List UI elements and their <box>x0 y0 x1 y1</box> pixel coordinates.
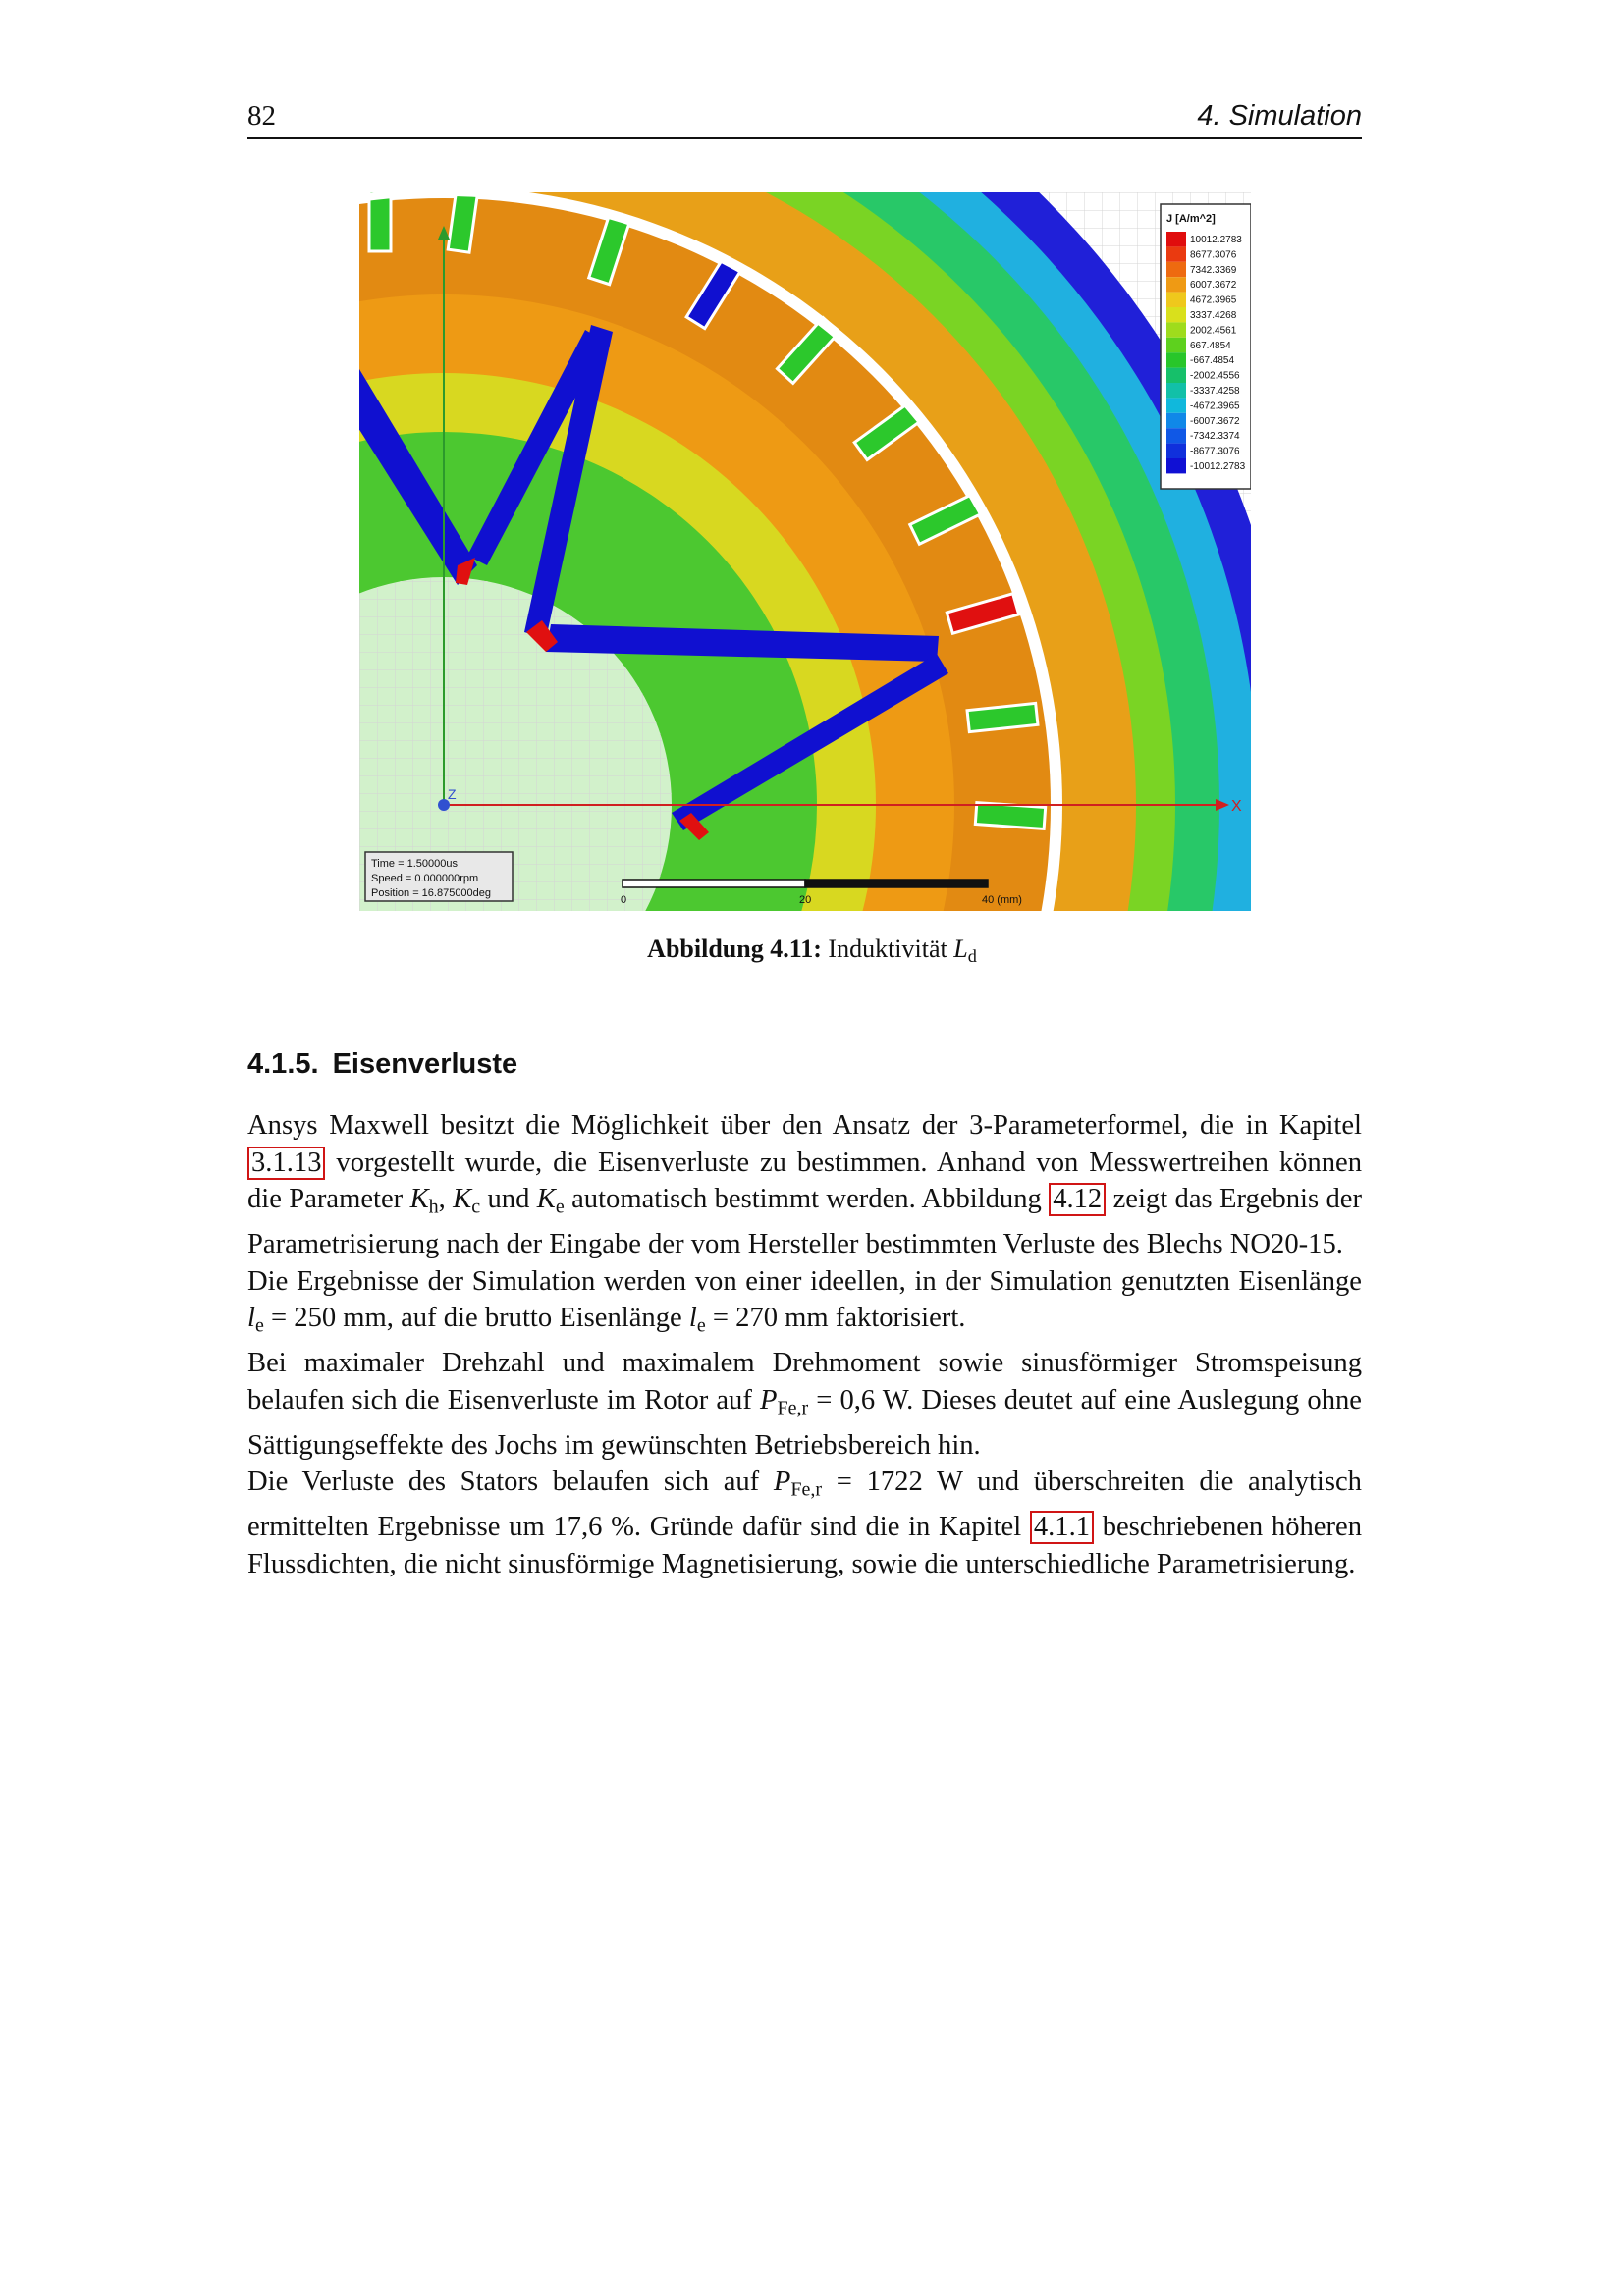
machine-cross-section <box>359 192 1251 911</box>
legend-swatch <box>1166 322 1186 337</box>
legend-swatch <box>1166 338 1186 352</box>
subscript: Fe,r <box>777 1397 809 1419</box>
legend-swatch <box>1166 428 1186 443</box>
legend-label: -667.4854 <box>1190 355 1235 367</box>
legend-label: -10012.2783 <box>1190 461 1246 472</box>
symbol-P: P <box>773 1467 791 1498</box>
legend-label: 7342.3369 <box>1190 264 1237 276</box>
symbol-l: l <box>247 1303 255 1334</box>
symbol-K: K <box>536 1184 556 1214</box>
legend-label: 667.4854 <box>1190 340 1231 351</box>
text-run: = 250 mm, auf die brutto Eisenlänge <box>263 1303 689 1334</box>
legend-label: 8677.3076 <box>1190 249 1237 261</box>
text-run: Die Ergebnisse der Simulation werden von einer ideellen, in der Simulation genutzten Eisenlänge <box>247 1265 1362 1297</box>
subscript: Fe,r <box>790 1478 823 1501</box>
legend-label: 4672.3965 <box>1190 294 1237 306</box>
page-header <box>247 98 1362 139</box>
body-text <box>247 1107 1362 1582</box>
reference-link-4-1-1[interactable]: 4.1.1 <box>1030 1511 1094 1544</box>
legend-swatch <box>1166 246 1186 261</box>
text-run: Ansys Maxwell besitzt die Möglichkeit über den Ansatz der 3-Parameterformel, die in Kapitel <box>247 1110 1362 1141</box>
subscript: e <box>696 1314 706 1337</box>
scale-label-40: 40 (mm) <box>982 894 1022 906</box>
legend-label: 10012.2783 <box>1190 235 1242 245</box>
legend-title: J [A/m^2] <box>1166 213 1216 225</box>
legend-swatch <box>1166 383 1186 398</box>
legend-swatch <box>1166 444 1186 458</box>
legend-label: -8677.3076 <box>1190 446 1240 457</box>
caption-text: Induktivität <box>828 934 947 963</box>
legend-label: -7342.3374 <box>1190 431 1240 443</box>
caption-subscript: d <box>967 946 977 967</box>
reference-link-3-1-13[interactable]: 3.1.13 <box>247 1147 325 1180</box>
figure-field-plot <box>359 192 1251 911</box>
text-run: Bei maximaler Drehzahl und maximalem Drehmoment sowie sinusförmiger Stromspeisung belaufen sich die Eisenverluste im Rotor auf <box>247 1348 1362 1415</box>
scale-label-0: 0 <box>621 894 627 906</box>
legend-label: 6007.3672 <box>1190 280 1237 292</box>
paragraph <box>247 1107 1362 1263</box>
text-run: vorgestellt wurde, die Eisenverluste zu bestimmen. Anhand von Messwertreihen können die Parameter <box>247 1147 1362 1214</box>
symbol-K: K <box>409 1184 429 1214</box>
text-run: = 1722 W und überschreiten die analytisch ermittelten Ergebnisse um 17,6 %. Gründe dafür sind die in Kapitel <box>247 1467 1362 1543</box>
caption-label: Abbildung 4.11: <box>647 934 822 963</box>
figure-caption <box>0 934 1624 967</box>
text-run: und <box>480 1184 537 1214</box>
running-chapter-title: 4. Simulation <box>1197 100 1362 132</box>
legend-swatch <box>1166 368 1186 383</box>
legend-swatch <box>1166 352 1186 367</box>
axis-x-label: X <box>1231 798 1242 815</box>
subscript: e <box>254 1314 264 1337</box>
info-time: Time = 1.50000us <box>371 858 458 870</box>
legend-swatch <box>1166 307 1186 322</box>
text-run: automatisch bestimmt werden. Abbildung <box>564 1184 1050 1214</box>
legend-swatch <box>1166 413 1186 428</box>
text-run: = 270 mm faktorisiert. <box>705 1303 966 1334</box>
legend-label: -2002.4556 <box>1190 370 1240 382</box>
section-heading <box>247 1048 531 1081</box>
text-run: beschriebenen höheren Flussdichten, die nicht sinusförmige Magnetisierung, sowie die unterschiedliche Parametrisierung. <box>247 1512 1362 1579</box>
caption-symbol: L <box>953 934 968 963</box>
info-position: Position = 16.875000deg <box>371 887 492 899</box>
axis-z-label: Z <box>448 786 457 802</box>
paragraph <box>247 1263 1362 1346</box>
subscript: h <box>428 1196 439 1218</box>
legend-label: -6007.3672 <box>1190 415 1240 427</box>
text-run: zeigt das Ergebnis der Parametrisierung nach der Eingabe der vom Hersteller bestimmten Verluste des Blechs NO20-15. <box>247 1184 1362 1260</box>
legend-label: 3337.4268 <box>1190 310 1237 321</box>
symbol-l: l <box>688 1303 697 1334</box>
paragraph <box>247 1345 1362 1464</box>
legend-label: 2002.4561 <box>1190 325 1237 337</box>
section-title: Eisenverluste <box>332 1048 518 1080</box>
text-run: , <box>438 1184 454 1214</box>
legend-swatch <box>1166 262 1186 277</box>
subscript: c <box>471 1196 481 1218</box>
legend-label: -4672.3965 <box>1190 400 1240 412</box>
simulation-info-box <box>365 852 513 901</box>
text-run: = 0,6 W. Dieses deutet auf eine Auslegung ohne Sättigungseffekte des Jochs im gewünschten Betriebsbereich hin. <box>247 1384 1362 1461</box>
legend-swatch <box>1166 232 1186 246</box>
subscript: e <box>555 1196 565 1218</box>
section-number: 4.1.5. <box>247 1048 319 1080</box>
color-legend <box>1161 204 1251 489</box>
legend-swatch <box>1166 458 1186 473</box>
page-number: 82 <box>247 100 276 132</box>
info-speed: Speed = 0.000000rpm <box>371 873 479 884</box>
paragraph <box>247 1464 1362 1582</box>
symbol-K: K <box>453 1184 472 1214</box>
legend-swatch <box>1166 293 1186 307</box>
scale-label-20: 20 <box>799 894 812 906</box>
legend-swatch <box>1166 398 1186 412</box>
reference-link-4-12[interactable]: 4.12 <box>1049 1183 1106 1216</box>
text-run: Die Verluste des Stators belaufen sich auf <box>247 1467 774 1498</box>
legend-swatch <box>1166 277 1186 292</box>
legend-label: -3337.4258 <box>1190 386 1240 397</box>
symbol-P: P <box>759 1384 778 1415</box>
